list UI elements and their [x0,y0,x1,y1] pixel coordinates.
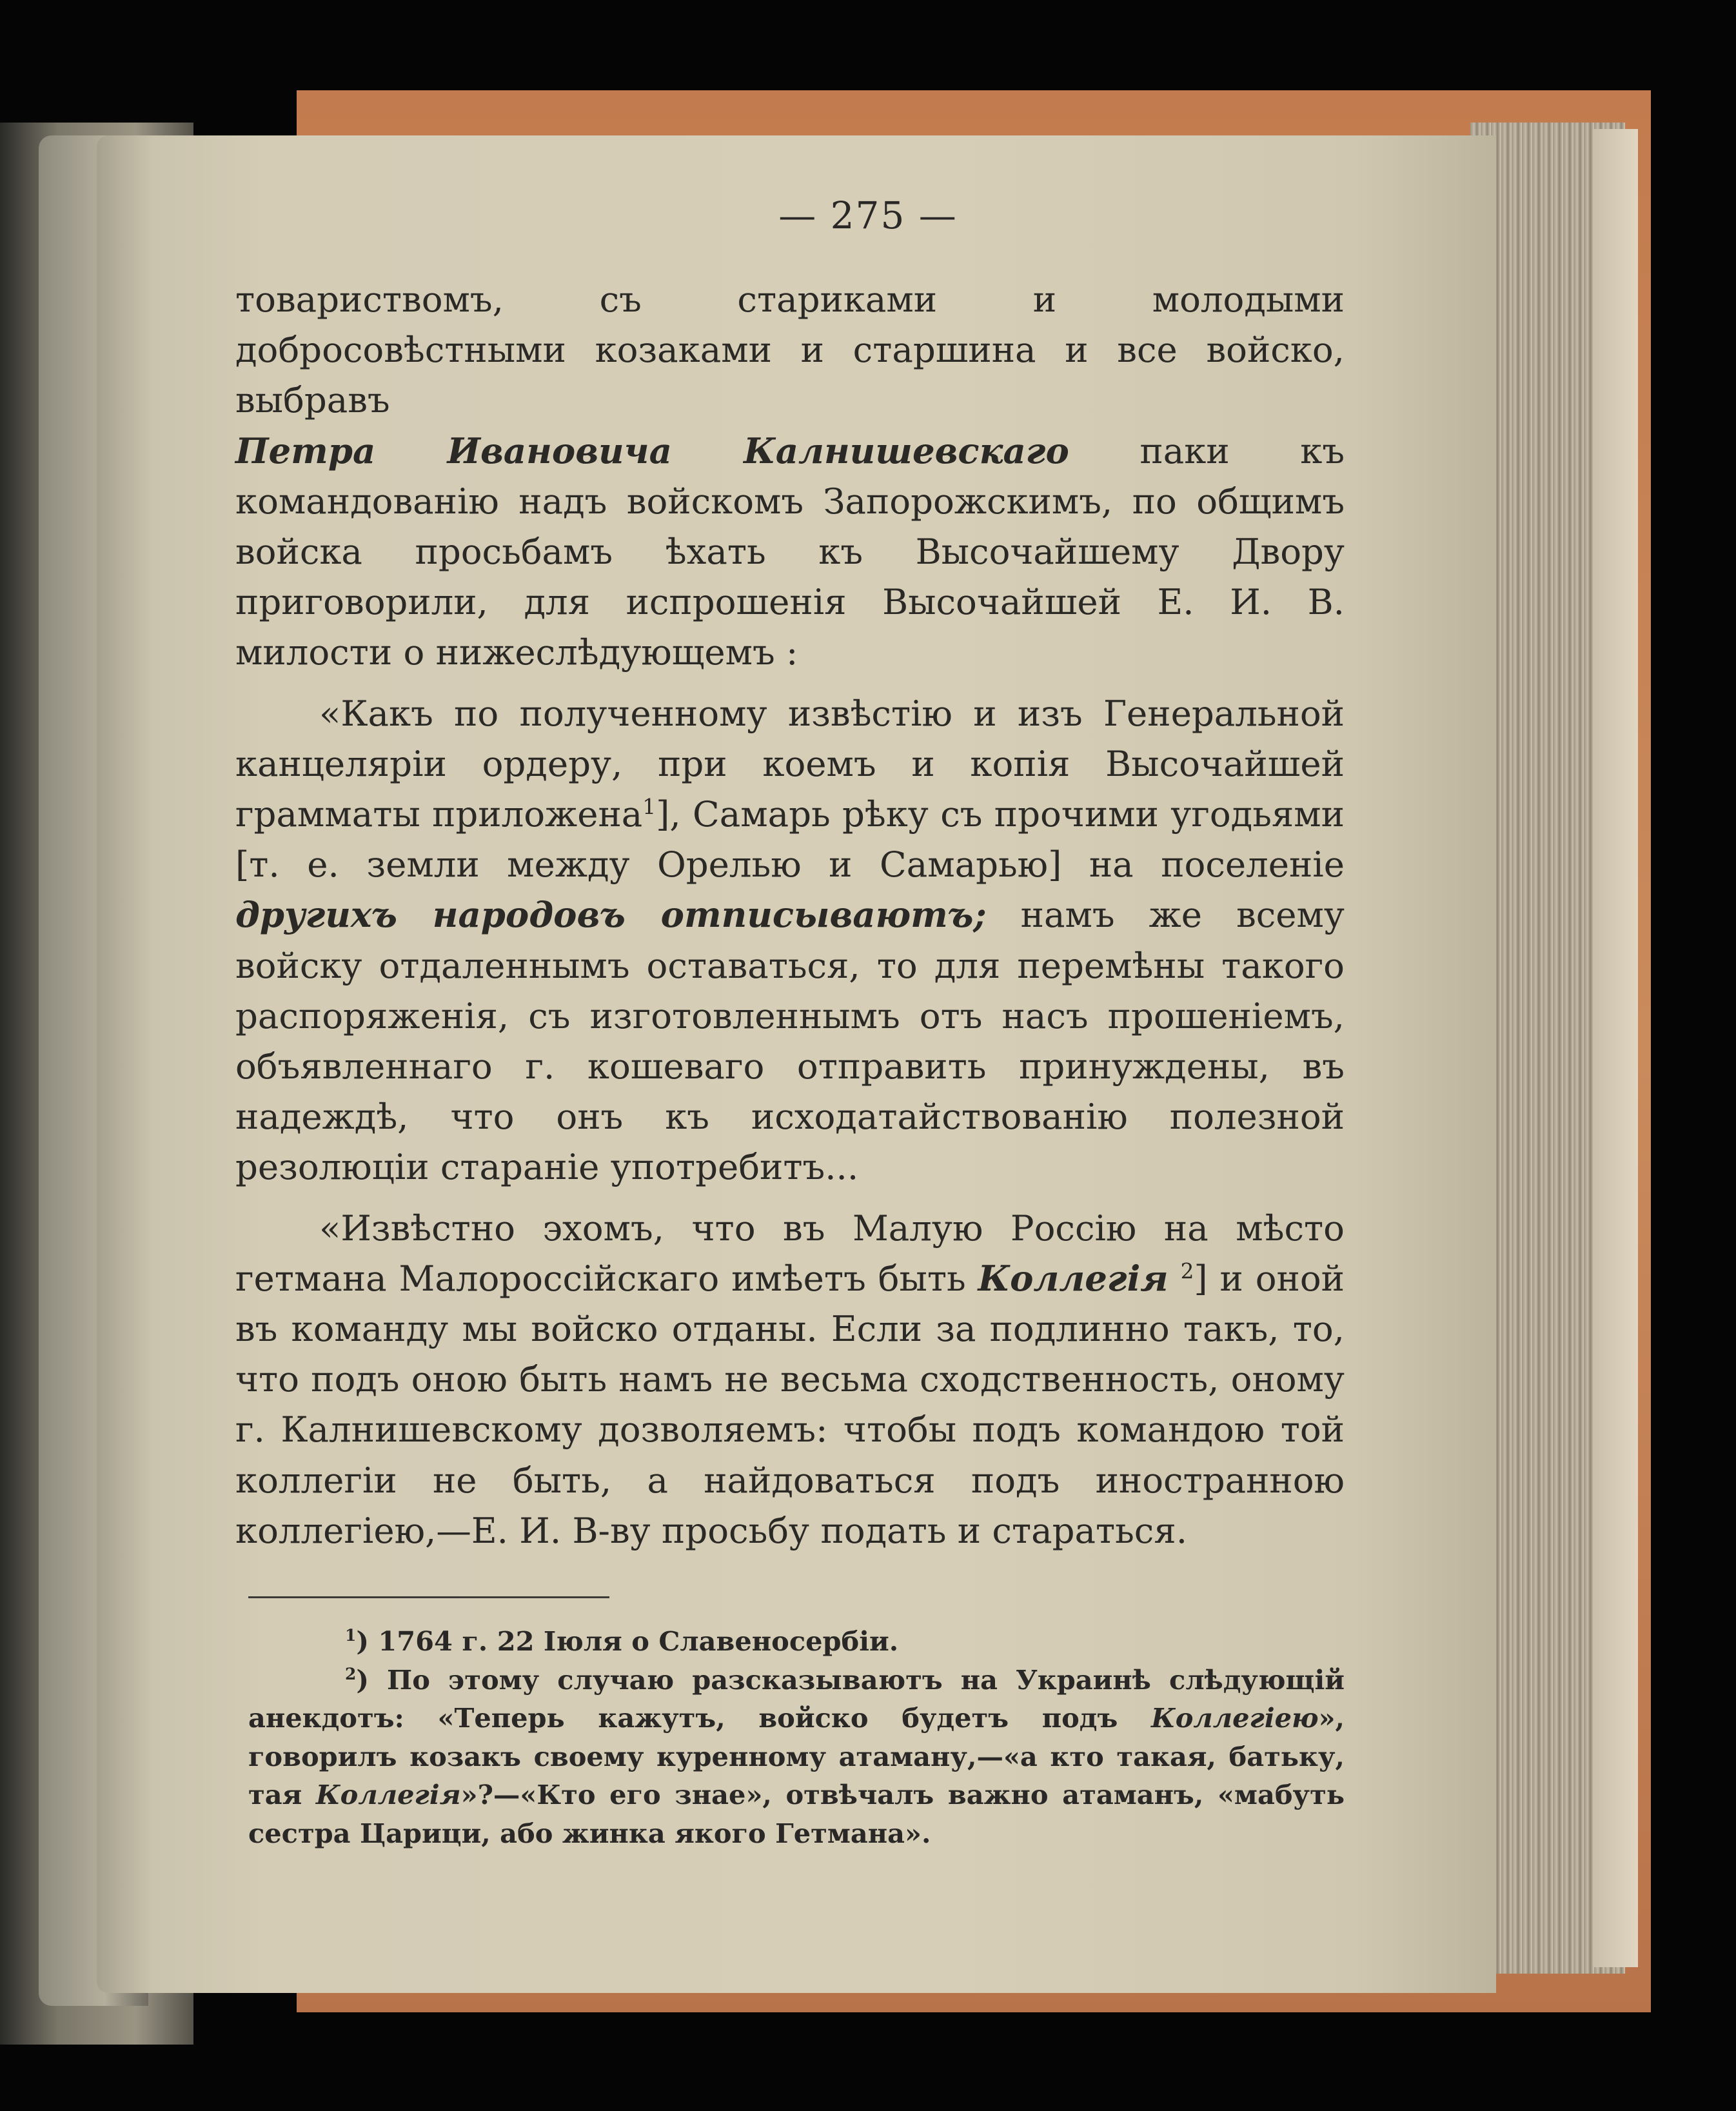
emphasis-name: Петра Ивановича Калнишевскаго [235,430,1069,471]
body-text [235,274,1345,1556]
page-number: — 275 — [778,193,958,237]
page-edges-outer [1593,129,1638,1967]
emphasis-phrase: другихъ народовъ отписываютъ; [235,894,987,936]
footnotes [248,1622,1345,1852]
footnote-2: $^2$) По этому случаю разсказываютъ на Украинѣ слѣдующій анекдотъ: «Теперь кажутъ, войско будетъ подъ Коллегіею», говорилъ козакъ своему куренному атаману,—«а кто такая, батьку, тая Коллегія»?—«Кто его знае», отвѣчалъ важно атаманъ, «мабуть сестра Царици, або жинка якого Гетмана». [248,1663,1345,1849]
footnote-1: $^1$) 1764 г. 22 Іюля о Славеносербіи. [345,1625,899,1657]
footnote-ref-1[interactable]: 1 [642,794,656,819]
footnote-ref-2[interactable]: 2 [1180,1258,1194,1283]
paragraph-2: «Какъ по полученному извѣстію и изъ Генеральной канцеляріи ордеру, при коемъ и копія Высочайшей грамматы приложена$^1$], Самарь рѣку съ прочими угодьями [т. е. земли между Орелью и Самарью] на поселеніе другихъ народовъ отписываютъ; намъ же всему войску отдаленнымъ оставаться, то для перемѣны такого распоряженія, съ изготовленнымъ отъ насъ прошеніемъ, объявленнаго г. кошеваго отправить принуждены, въ надеждѣ, что онъ къ исходатайствованію полезной резолюціи стараніе употребитъ... [235,692,1345,1188]
footnote-divider [248,1596,609,1598]
paragraph-3: «Извѣстно эхомъ, что въ Малую Россію на мѣсто гетмана Малороссійскаго имѣетъ быть Коллегія $^2$] и оной въ команду мы войско отданы. Если за подлинно такъ, то, что подъ оною быть намъ не весьма сходственность, оному г. Калнишевскому дозволяемъ: чтобы подъ командою той коллегіи не быть, а найдоваться подъ иностранною коллегіею,—Е. И. В-ву просьбу подать и стараться. [235,1207,1345,1551]
paragraph-1: товариствомъ, съ стариками и молодыми добросовѣстными козаками и старшина и все войско, выбравъ Петра Ивановича Калнишевскаго паки къ командованію надъ войскомъ Запорожскимъ, по общимъ войска просьбамъ ѣхать къ Высочайшему Двору приговорили, для испрошенія Высочайшей Е. И. В. милости о нижеслѣдующемъ : [235,279,1345,673]
emphasis-collegium: Коллегія [978,1257,1169,1299]
